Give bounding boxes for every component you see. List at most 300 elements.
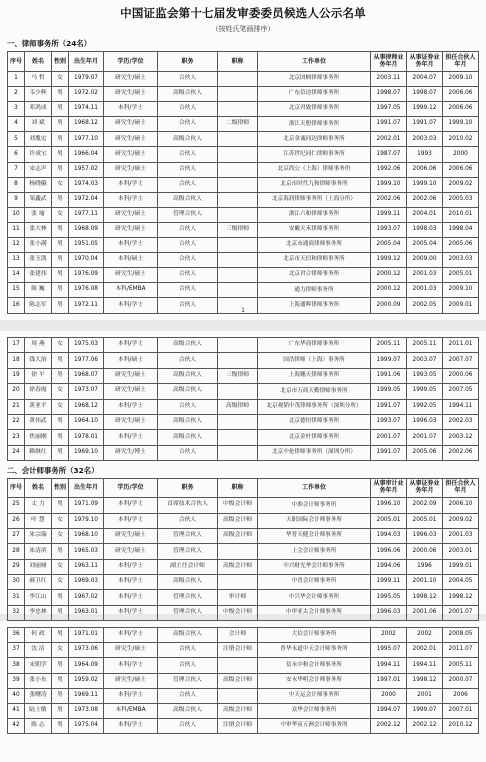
table-cell: 1999.11 xyxy=(371,575,407,590)
table-cell: 2004.07 xyxy=(407,72,443,87)
table-cell: 2001 xyxy=(407,688,443,703)
table-cell: 1998.12 xyxy=(443,590,479,605)
table-cell: 29 xyxy=(8,559,25,574)
table-row xyxy=(8,238,479,253)
table-cell: 本科/学士 xyxy=(104,102,158,117)
table-cell: 1998.03 xyxy=(407,222,443,237)
table-cell: 2002 xyxy=(371,628,407,643)
table-cell: 高级会计师 xyxy=(218,673,258,688)
table-row xyxy=(8,353,479,368)
table-cell: 本科/学士 xyxy=(104,338,158,353)
column-header: 学历/学位 xyxy=(104,479,158,498)
table-cell: 16 xyxy=(8,298,25,313)
lawyer-table-page-1 xyxy=(7,51,479,314)
table-row xyxy=(8,628,479,643)
table-cell: 2008.05 xyxy=(443,628,479,643)
table-cell: 高级合伙人 xyxy=(158,338,218,353)
table-cell: 1991.07 xyxy=(371,117,407,132)
table-cell: 陈 巍 xyxy=(25,283,52,298)
table-cell: 1998.07 xyxy=(371,87,407,102)
table-cell: 合伙人 xyxy=(158,268,218,283)
table-cell: 2006.06 xyxy=(443,87,479,102)
table-cell: 2000.09 xyxy=(371,298,407,313)
table-cell: 14 xyxy=(8,268,25,283)
table-cell: 1964.10 xyxy=(69,414,104,429)
table-cell: 国浩律师（上海）事务所 xyxy=(258,353,371,368)
table-cell: 男 xyxy=(52,590,69,605)
table-cell: 本科/学士 xyxy=(104,192,158,207)
table-row xyxy=(8,384,479,399)
table-cell: 12 xyxy=(8,238,25,253)
table-cell: 高级合伙人 xyxy=(158,414,218,429)
table-cell: 中兴华会计师事务所 xyxy=(258,590,371,605)
table-cell: 1996 xyxy=(407,559,443,574)
table-cell: 北京金杜律师事务所 xyxy=(258,430,371,445)
table-cell: 杨晓娥 xyxy=(25,177,52,192)
table-cell: 北京观韬中茂律师事务所（深圳分所） xyxy=(258,399,371,414)
table-cell: 合伙人 xyxy=(158,102,218,117)
table-cell: 42 xyxy=(8,719,25,734)
table-cell: 2002.12 xyxy=(371,719,407,734)
table-cell: 2000.06 xyxy=(407,544,443,559)
table-cell: 1994.03 xyxy=(371,528,407,543)
table-cell: 男 xyxy=(52,719,69,734)
table-cell xyxy=(218,102,258,117)
table-cell: 2009.00 xyxy=(407,253,443,268)
table-cell: 男 xyxy=(52,414,69,429)
table-cell: 本科/学士 xyxy=(104,513,158,528)
table-cell: 22 xyxy=(8,414,25,429)
table-cell: 合伙人 xyxy=(158,177,218,192)
table-cell: 男 xyxy=(52,688,69,703)
table-cell: 何 政 xyxy=(25,628,52,643)
table-cell: 合伙人 xyxy=(158,513,218,528)
table-cell: 1999.12 xyxy=(371,253,407,268)
column-header: 担任合伙人年月 xyxy=(443,479,479,498)
table-cell: 女 xyxy=(52,207,69,222)
table-cell: 1 xyxy=(8,72,25,87)
lawyer-rows-page-2 xyxy=(8,338,479,461)
table-cell: 合伙人 xyxy=(158,353,218,368)
table-cell: 2005.03 xyxy=(443,192,479,207)
table-cell: 副主任会计师 xyxy=(158,559,218,574)
table-cell: 1993 xyxy=(407,147,443,162)
table-cell: 2003.11 xyxy=(371,72,407,87)
table-cell: 2007.07 xyxy=(443,353,479,368)
table-cell: 1998.04 xyxy=(443,222,479,237)
table-cell: 男 xyxy=(52,162,69,177)
table-cell: 江苏世纪同仁律师事务所 xyxy=(258,147,371,162)
table-cell: 高级律师 xyxy=(218,399,258,414)
table-cell: 2000 xyxy=(443,147,479,162)
table-row xyxy=(8,368,479,383)
table-cell: 三级律师 xyxy=(218,368,258,383)
table-cell: 注册会计师 xyxy=(218,719,258,734)
table-cell: 男 xyxy=(52,117,69,132)
table-cell: 上海翱天律师事务所 xyxy=(258,368,371,383)
table-cell: 男 xyxy=(52,430,69,445)
table-cell: 2003.07 xyxy=(407,353,443,368)
table-cell: 2003.12 xyxy=(443,430,479,445)
table-cell: 邹鑫武 xyxy=(25,192,52,207)
table-cell: 本科/学士 xyxy=(104,399,158,414)
table-cell: 2002.01 xyxy=(371,132,407,147)
table-cell xyxy=(218,338,258,353)
table-cell: 本科/硕士 xyxy=(104,253,158,268)
table-row xyxy=(8,192,479,207)
table-cell: 2002.12 xyxy=(407,719,443,734)
table-cell: 研究生/硕士 xyxy=(104,414,158,429)
table-cell: 7 xyxy=(8,162,25,177)
table-cell: 2009.02 xyxy=(443,513,479,528)
table-cell: 8 xyxy=(8,177,25,192)
table-cell: 中级会计师 xyxy=(218,605,258,620)
accountant-header-row xyxy=(8,479,479,498)
table-cell: 张建伟 xyxy=(25,268,52,283)
table-row xyxy=(8,399,479,414)
table-cell: 男 xyxy=(52,283,69,298)
column-header: 从事律师业务年月 xyxy=(371,52,407,72)
column-header: 职称 xyxy=(218,52,258,72)
table-cell: 2002.05 xyxy=(407,298,443,313)
document-page-3 xyxy=(0,621,486,762)
table-cell: 6 xyxy=(8,147,25,162)
table-cell: 本科/学士 xyxy=(104,658,158,673)
table-cell: 合伙人 xyxy=(158,222,218,237)
table-cell xyxy=(218,384,258,399)
table-cell: 2005.01 xyxy=(407,513,443,528)
table-cell xyxy=(218,688,258,703)
table-row xyxy=(8,643,479,658)
table-cell: 男 xyxy=(52,132,69,147)
table-cell: 1995.07 xyxy=(371,643,407,658)
table-cell: 4 xyxy=(8,117,25,132)
table-cell: 本科/学士 xyxy=(104,498,158,513)
table-cell: 张玉凯 xyxy=(25,253,52,268)
table-cell: 韦少辉 xyxy=(25,87,52,102)
table-cell: 高级合伙人 xyxy=(158,192,218,207)
table-cell: 1995.05 xyxy=(371,590,407,605)
table-cell: 男 xyxy=(52,703,69,718)
column-header: 姓名 xyxy=(25,479,52,498)
table-cell: 1957.02 xyxy=(69,162,104,177)
table-cell: 研究生/硕士 xyxy=(104,544,158,559)
table-cell: 男 xyxy=(52,628,69,643)
table-cell: 1975.04 xyxy=(69,719,104,734)
column-header: 出生年月 xyxy=(69,479,104,498)
table-cell: 1975.03 xyxy=(69,338,104,353)
table-cell: 15 xyxy=(8,283,25,298)
table-cell: 研究生/硕士 xyxy=(104,222,158,237)
table-cell: 高级合伙人 xyxy=(158,87,218,102)
table-cell: 1998.12 xyxy=(407,590,443,605)
table-cell: 2000.12 xyxy=(371,268,407,283)
table-cell: 1964.09 xyxy=(69,658,104,673)
table-cell: 40 xyxy=(8,688,25,703)
table-cell: 高级合伙人 xyxy=(158,575,218,590)
table-cell: 1991.07 xyxy=(371,399,407,414)
table-cell: 张曙涛 xyxy=(25,688,52,703)
table-cell: 1999.11 xyxy=(371,207,407,222)
table-cell: 2005.01 xyxy=(371,513,407,528)
table-cell: 合伙人 xyxy=(158,238,218,253)
table-cell: 普华永道中天会计师事务所 xyxy=(258,643,371,658)
table-cell: 1993.07 xyxy=(371,222,407,237)
table-cell: 2002.06 xyxy=(407,192,443,207)
table-cell: 安徽天禾律师事务所 xyxy=(258,222,371,237)
table-cell: 研究生/硕士 xyxy=(104,207,158,222)
table-cell: 1969.10 xyxy=(69,445,104,460)
column-header: 从事证券业务年月 xyxy=(407,479,443,498)
column-header: 性别 xyxy=(52,52,69,72)
table-cell: 1996.10 xyxy=(371,498,407,513)
table-row xyxy=(8,559,479,574)
table-cell: 2003.03 xyxy=(407,132,443,147)
page-number: 1 xyxy=(241,307,245,314)
table-cell: 28 xyxy=(8,544,25,559)
table-cell: 2005.01 xyxy=(443,268,479,283)
table-cell: 中级会计师 xyxy=(218,498,258,513)
table-cell: 2002.06 xyxy=(443,445,479,460)
table-cell: 首席技术合伙人 xyxy=(158,498,218,513)
table-row xyxy=(8,688,479,703)
table-cell: 1994.06 xyxy=(371,559,407,574)
table-row xyxy=(8,673,479,688)
table-row xyxy=(8,605,479,620)
table-cell: 注册会计师 xyxy=(218,643,258,658)
table-cell xyxy=(218,445,258,460)
table-cell: 2006.10 xyxy=(443,498,479,513)
table-cell: 女 xyxy=(52,177,69,192)
table-cell: 中审华寅五洲会计师事务所 xyxy=(258,719,371,734)
table-cell: 2004.05 xyxy=(443,575,479,590)
table-row xyxy=(8,414,479,429)
table-cell: 2001.03 xyxy=(407,283,443,298)
table-header-row xyxy=(8,479,479,498)
table-cell: 高级合伙人 xyxy=(158,368,218,383)
table-cell xyxy=(218,72,258,87)
table-cell: 本科/学士 xyxy=(104,559,158,574)
table-cell: 1992.05 xyxy=(407,399,443,414)
table-cell: 叶 慧 xyxy=(25,513,52,528)
table-cell xyxy=(218,192,258,207)
table-row xyxy=(8,703,479,718)
table-cell: 浙江天册律师事务所 xyxy=(258,117,371,132)
table-cell xyxy=(218,238,258,253)
table-cell: 1999.05 xyxy=(371,384,407,399)
table-cell: 1968.09 xyxy=(69,222,104,237)
table-cell: 1999.07 xyxy=(407,703,443,718)
table-cell: 女 xyxy=(52,338,69,353)
accountant-section-title: 二、会计师事务所（32名） xyxy=(7,466,99,476)
table-row xyxy=(8,177,479,192)
table-cell: 25 xyxy=(8,498,25,513)
table-cell: 2000.12 xyxy=(371,283,407,298)
table-cell: 女 xyxy=(52,528,69,543)
table-cell: 31 xyxy=(8,590,25,605)
table-cell: 2009.10 xyxy=(443,72,479,87)
table-cell: 1992.06 xyxy=(371,162,407,177)
table-row xyxy=(8,590,479,605)
table-row xyxy=(8,445,479,460)
table-cell: 1973.07 xyxy=(69,384,104,399)
table-cell: 2003.01 xyxy=(443,544,479,559)
table-cell: 男 xyxy=(52,87,69,102)
document-subtitle: （按姓氏笔画排序） xyxy=(211,25,275,33)
table-cell: 1973.06 xyxy=(69,643,104,658)
table-cell: 高级合伙人 xyxy=(158,703,218,718)
table-cell: 合伙人 xyxy=(158,72,218,87)
table-cell: 2001.03 xyxy=(443,528,479,543)
table-row xyxy=(8,498,479,513)
table-cell: 本科/学士 xyxy=(104,605,158,620)
table-cell: 北京市通商律师事务所 xyxy=(258,238,371,253)
table-cell xyxy=(218,575,258,590)
table-row xyxy=(8,575,479,590)
table-cell: 2003.03 xyxy=(443,253,479,268)
table-cell: 刘丽娅 xyxy=(25,559,52,574)
table-cell: 38 xyxy=(8,658,25,673)
table-cell: 黄亚平 xyxy=(25,399,52,414)
table-cell: 通力律师事务所 xyxy=(258,283,371,298)
table-cell: 本科/学士 xyxy=(104,298,158,313)
table-cell: 2002 xyxy=(407,628,443,643)
table-cell: 1999.12 xyxy=(407,102,443,117)
table-cell: 1963.01 xyxy=(69,605,104,620)
table-cell: 1993.05 xyxy=(407,368,443,383)
table-cell: 41 xyxy=(8,703,25,718)
table-cell: 2002.09 xyxy=(407,498,443,513)
table-cell xyxy=(218,430,258,445)
table-cell: 高级合伙人 xyxy=(158,384,218,399)
table-cell: 北京尚公（上海）律师事务所 xyxy=(258,162,371,177)
table-cell: 1977.10 xyxy=(69,132,104,147)
column-header: 序号 xyxy=(8,52,25,72)
table-cell: 37 xyxy=(8,643,25,658)
table-row xyxy=(8,102,479,117)
table-cell: 研究生/硕士 xyxy=(104,117,158,132)
table-cell: 2005.06 xyxy=(407,445,443,460)
table-cell xyxy=(218,177,258,192)
table-cell: 管理合伙人 xyxy=(158,590,218,605)
table-cell: 会计师 xyxy=(218,628,258,643)
table-cell: 2007.05 xyxy=(443,384,479,399)
table-cell: 研究生/硕士 xyxy=(104,673,158,688)
table-cell: 高级会计师 xyxy=(218,513,258,528)
table-cell: 1972.02 xyxy=(69,87,104,102)
table-cell: 北京市天信和律师事务所 xyxy=(258,253,371,268)
table-cell: 徐春霞 xyxy=(25,384,52,399)
column-header: 工作单位 xyxy=(258,52,371,72)
table-cell: 2000 xyxy=(371,688,407,703)
table-cell: 1994.11 xyxy=(407,658,443,673)
table-cell: 二级律师 xyxy=(218,117,258,132)
table-cell: 1963.11 xyxy=(69,559,104,574)
column-header: 职称 xyxy=(218,479,258,498)
table-cell: 上海通晖律师事务所 xyxy=(258,298,371,313)
table-cell: 24 xyxy=(8,445,25,460)
table-cell xyxy=(218,87,258,102)
table-cell: 合伙人 xyxy=(158,253,218,268)
table-cell: 女 xyxy=(52,513,69,528)
table-cell: 11 xyxy=(8,222,25,237)
table-cell: 2002.03 xyxy=(443,414,479,429)
document-page-2 xyxy=(0,331,486,614)
table-row xyxy=(8,544,479,559)
table-cell: 2005.04 xyxy=(407,238,443,253)
table-cell: 1999.01 xyxy=(443,559,479,574)
table-cell: 3 xyxy=(8,102,25,117)
table-cell: 中天运会计师事务所 xyxy=(258,688,371,703)
table-cell: 中审亚太会计师事务所 xyxy=(258,605,371,620)
table-cell: 1978.01 xyxy=(69,430,104,445)
table-cell: 徐 平 xyxy=(25,368,52,383)
table-cell: 研究生/硕士 xyxy=(104,268,158,283)
table-cell: 5 xyxy=(8,132,25,147)
table-cell: 2011.01 xyxy=(443,338,479,353)
table-cell: 高级会计师 xyxy=(218,559,258,574)
table-cell: 2005.04 xyxy=(371,238,407,253)
table-cell: 10 xyxy=(8,207,25,222)
table-row xyxy=(8,658,479,673)
table-cell: 18 xyxy=(8,353,25,368)
table-row xyxy=(8,513,479,528)
table-row xyxy=(8,430,479,445)
table-cell: 1996.03 xyxy=(407,528,443,543)
table-cell: 本科/学士 xyxy=(104,177,158,192)
table-cell: 2006.06 xyxy=(443,162,479,177)
table-cell: 郝卫红 xyxy=(25,575,52,590)
table-cell: 21 xyxy=(8,399,25,414)
table-cell: 女 xyxy=(52,559,69,574)
table-cell: 三级律师 xyxy=(218,222,258,237)
table-header-row xyxy=(8,52,479,72)
table-cell: 1987.07 xyxy=(371,147,407,162)
table-cell: 2002.01 xyxy=(407,643,443,658)
table-cell: 1999.07 xyxy=(371,353,407,368)
table-cell: 男 xyxy=(52,102,69,117)
table-cell: 男 xyxy=(52,353,69,368)
table-cell: 北京金诚同达律师事务所 xyxy=(258,132,371,147)
table-cell: 1971.01 xyxy=(69,628,104,643)
table-cell: 1997.01 xyxy=(371,673,407,688)
table-cell: 合伙人 xyxy=(158,117,218,132)
table-cell xyxy=(218,162,258,177)
table-cell: 中兴财光华会计师事务所 xyxy=(258,559,371,574)
table-cell: 1999.05 xyxy=(407,384,443,399)
table-cell: 天职国际会计师事务所 xyxy=(258,513,371,528)
table-cell: 刘 斌 xyxy=(25,117,52,132)
table-cell: 1996.03 xyxy=(407,414,443,429)
table-row xyxy=(8,719,479,734)
table-cell: 男 xyxy=(52,605,69,620)
table-cell: 研究生/硕士 xyxy=(104,368,158,383)
table-cell: 研究生/硕士 xyxy=(104,162,158,177)
table-cell: 北京市时代九和律师事务所 xyxy=(258,177,371,192)
table-cell: 27 xyxy=(8,528,25,543)
table-cell: 本科/EMBA xyxy=(104,283,158,298)
table-cell: 女 xyxy=(52,575,69,590)
table-cell: 男 xyxy=(52,192,69,207)
table-cell: 北京国枫律师事务所 xyxy=(258,72,371,87)
table-cell: 合伙人 xyxy=(158,688,218,703)
table-cell: 2005.11 xyxy=(443,658,479,673)
table-cell: 2009.10 xyxy=(443,283,479,298)
table-cell xyxy=(218,207,258,222)
table-cell: 高级会计师 xyxy=(218,703,258,718)
table-cell: 合伙人 xyxy=(158,147,218,162)
table-cell: 2000.06 xyxy=(443,368,479,383)
